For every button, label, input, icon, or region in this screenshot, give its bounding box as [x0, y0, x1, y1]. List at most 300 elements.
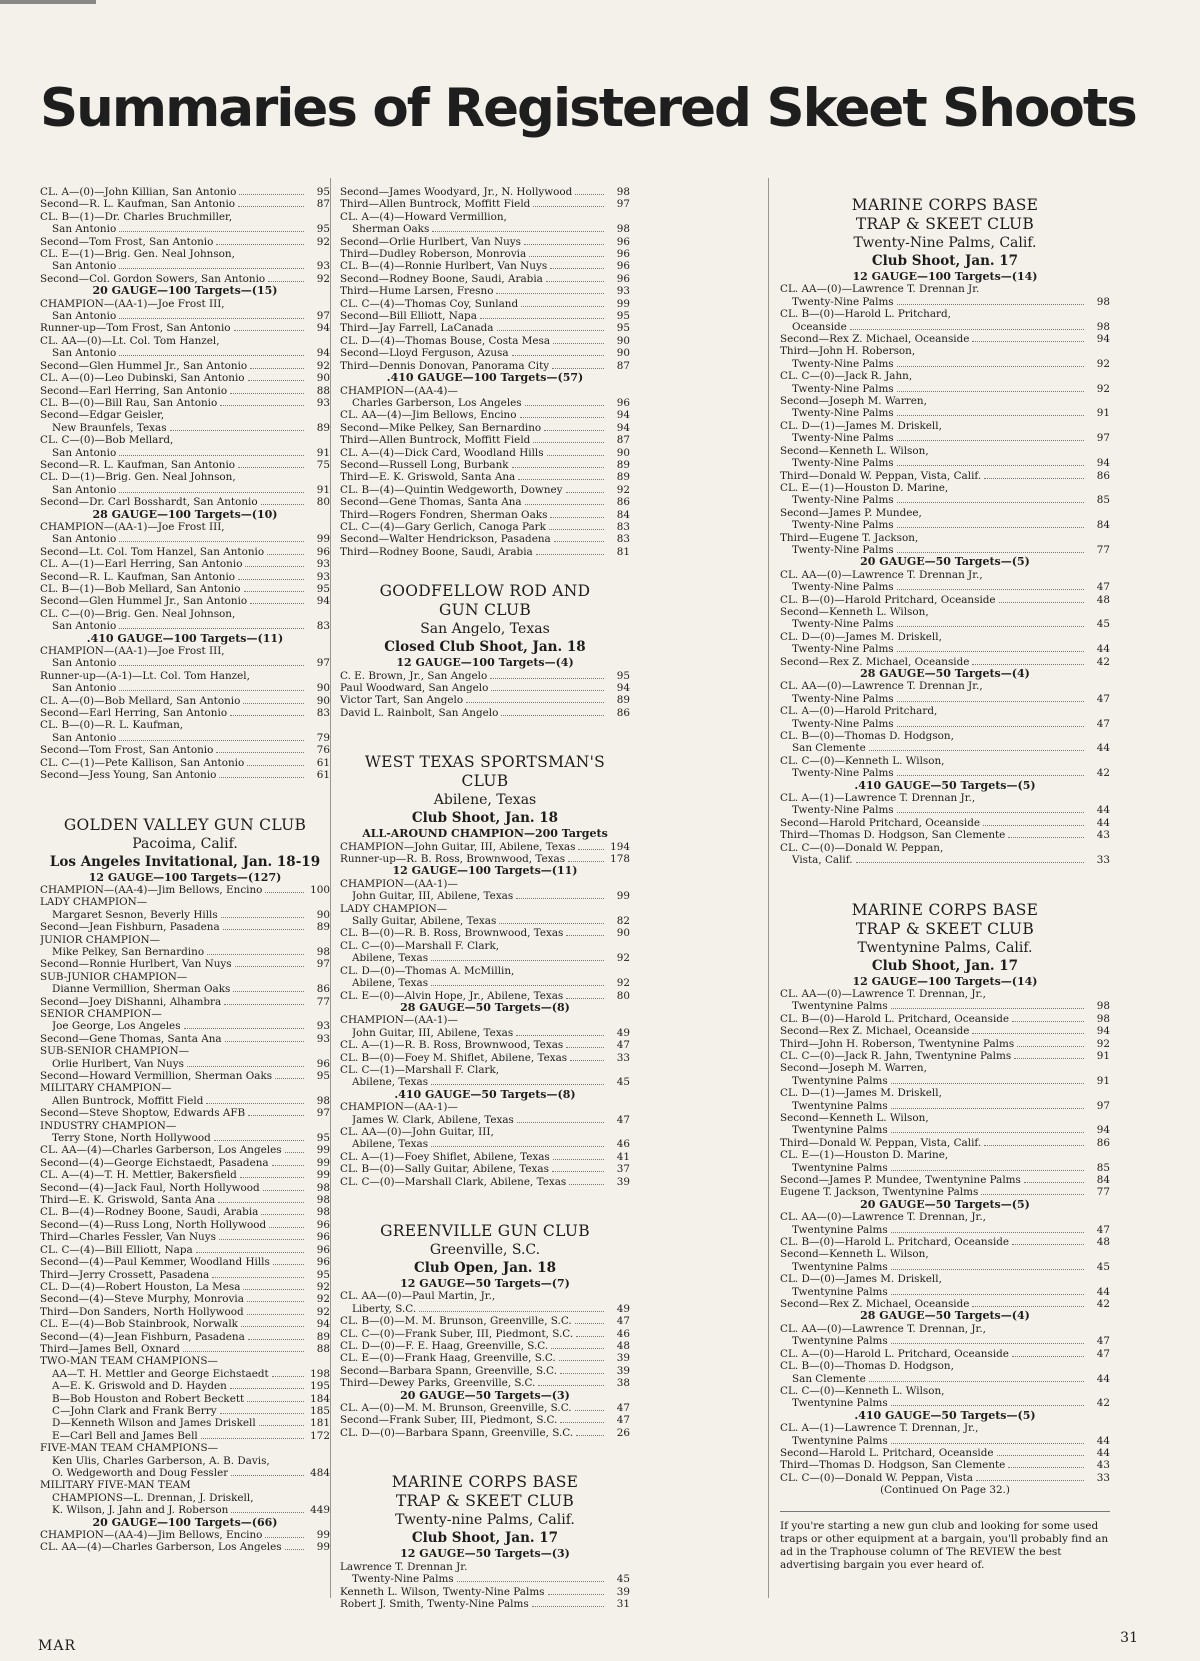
leader-dots [238, 579, 304, 580]
result-text: CL. D—(4)—Robert Houston, La Mesa [40, 1280, 241, 1293]
leader-dots [230, 393, 304, 394]
score: 46 [616, 1138, 630, 1151]
result-line [340, 434, 630, 446]
result-text: CL. B—(0)—Sally Guitar, Abilene, Texas [340, 1163, 549, 1176]
leader-dots [533, 442, 604, 443]
event-heading: 20 GAUGE—100 Targets—(66) [92, 1516, 278, 1529]
result-line [780, 470, 1110, 482]
result-text: A—E. K. Griswold and D. Hayden [52, 1380, 227, 1393]
score: 45 [616, 1076, 630, 1089]
result-text: Third—Allen Buntrock, Moffitt Field [340, 198, 531, 211]
score: 42 [1096, 655, 1110, 668]
score: 39 [616, 1352, 630, 1365]
result-text: CL. C—(0)—Frank Suber, III, Piedmont, S.C. [340, 1327, 574, 1340]
leader-dots [538, 1385, 604, 1386]
leader-dots [248, 380, 304, 381]
result-text: SUB-SENIOR CHAMPION— [40, 1045, 190, 1058]
result-line [340, 694, 630, 706]
result-line [340, 533, 630, 545]
result-text: Twentynine Palms [792, 1124, 888, 1137]
leader-dots [897, 304, 1084, 305]
result-text: Third—Jerry Crossett, Pasadena [40, 1268, 210, 1281]
result-line [340, 347, 630, 359]
result-text: Twenty-Nine Palms [792, 295, 894, 308]
result-line [340, 890, 630, 902]
result-text: CL. A—(0)—M. M. Brunson, Greenville, S.C. [340, 1402, 572, 1415]
result-text: CL. D—(0)—James M. Driskell, [780, 1273, 942, 1286]
result-line [40, 422, 330, 434]
score: 96 [316, 1256, 330, 1269]
result-line [780, 581, 1110, 593]
result-line [340, 186, 630, 198]
result-text: Kenneth L. Wilson, Twenty-Nine Palms [340, 1585, 545, 1598]
score: 89 [316, 1330, 330, 1343]
event-heading: .410 GAUGE—50 Targets—(8) [394, 1088, 576, 1101]
leader-dots [891, 1343, 1084, 1344]
result-line [340, 260, 630, 272]
score: 94 [616, 409, 630, 422]
club-heading: TRAP & SKEET CLUB [855, 919, 1035, 938]
leader-dots [548, 1594, 604, 1595]
result-text: Twenty-Nine Palms [792, 717, 894, 730]
leader-dots [499, 923, 604, 924]
score: 95 [316, 223, 330, 236]
result-line [340, 952, 630, 964]
result-text: Third—Thomas D. Hodgson, San Clemente [780, 829, 1006, 842]
result-line [40, 921, 330, 933]
score: 47 [1096, 692, 1110, 705]
result-text: CL. AA—(0)—Lawrence T. Drennan Jr., [780, 568, 983, 581]
result-text: SENIOR CHAMPION— [40, 1007, 162, 1020]
result-text: Twentynine Palms [792, 1285, 888, 1298]
result-text: Third—Thomas D. Hodgson, San Clemente [780, 1459, 1006, 1472]
leader-dots [273, 1264, 304, 1265]
result-text: Twentynine Palms [792, 1434, 888, 1447]
spacer [40, 782, 330, 806]
score: 86 [1096, 1136, 1110, 1149]
leader-dots [891, 1443, 1084, 1444]
score: 92 [616, 483, 630, 496]
result-line [340, 841, 630, 853]
score: 97 [316, 310, 330, 323]
result-line [340, 1151, 630, 1163]
result-text: CL. D—(0)—Thomas A. McMillin, [340, 964, 515, 977]
result-line [40, 322, 330, 334]
result-line [780, 1459, 1110, 1471]
score: 61 [316, 769, 330, 782]
result-line [40, 1033, 330, 1045]
result-line [780, 1124, 1110, 1136]
leader-dots [972, 341, 1084, 342]
leader-dots [544, 430, 604, 431]
score: 97 [316, 958, 330, 971]
result-text: CL. C—(4)—Bill Elliott, Napa [40, 1243, 193, 1256]
result-text: CHAMPION—(AA-1)—Joe Frost III, [40, 297, 225, 310]
leader-dots [119, 455, 304, 456]
result-text: Second—Kenneth L. Wilson, [780, 1248, 929, 1261]
result-line [40, 1318, 330, 1330]
leader-dots [575, 1410, 604, 1411]
result-text: Sally Guitar, Abilene, Texas [352, 915, 497, 928]
result-text: CL. D—(4)—Thomas Bouse, Costa Mesa [340, 334, 551, 347]
result-text: CL. C—(4)—Thomas Coy, Sunland [340, 297, 519, 310]
leader-dots [196, 1252, 304, 1253]
leader-dots [275, 1078, 304, 1079]
score: 95 [316, 186, 330, 198]
score: 45 [1096, 618, 1110, 631]
leader-dots [263, 1190, 304, 1191]
leader-dots [897, 701, 1084, 702]
result-line [340, 198, 630, 210]
leader-dots [891, 1008, 1084, 1009]
shoot-title: Club Shoot, Jan. 17 [871, 253, 1019, 269]
result-text: CL. D—(0)—James M. Driskell, [780, 630, 942, 643]
leader-dots [856, 862, 1084, 863]
score: 47 [616, 1315, 630, 1328]
result-text: CL. C—(0)—Kenneth L. Wilson, [780, 1384, 945, 1397]
leader-dots [1012, 1244, 1084, 1245]
result-text: Allen Buntrock, Moffitt Field [52, 1094, 204, 1107]
score: 90 [616, 334, 630, 347]
leader-dots [259, 1425, 304, 1426]
edge-mark [0, 0, 96, 4]
result-text: SUB-JUNIOR CHAMPION— [40, 970, 188, 983]
leader-dots [524, 244, 604, 245]
result-line [780, 544, 1110, 556]
result-line [340, 273, 630, 285]
result-line [340, 990, 630, 1002]
score: 98 [1096, 1012, 1110, 1025]
score: 89 [316, 421, 330, 434]
score: 98 [316, 1194, 330, 1207]
result-text: Second—Edgar Geisler, [40, 409, 165, 422]
leader-dots [234, 330, 304, 331]
result-text: CL. AA—(4)—Jim Bellows, Encino [340, 409, 517, 422]
result-text: Second—Earl Herring, San Antonio [40, 384, 228, 397]
result-text: Third—E. K. Griswold, Santa Ana [340, 471, 516, 484]
score: 44 [1096, 1285, 1110, 1298]
result-text: Ken Ulis, Charles Garberson, A. B. Davis, [52, 1454, 270, 1467]
result-text: Third—Rodney Boone, Saudi, Arabia [340, 545, 533, 558]
result-line [340, 298, 630, 310]
score: 44 [1096, 816, 1110, 829]
result-text: Abilene, Texas [352, 952, 429, 965]
club-heading: GOODFELLOW ROD AND [379, 582, 591, 601]
score: 93 [616, 285, 630, 298]
score: 47 [616, 1039, 630, 1052]
score: 95 [316, 1132, 330, 1145]
leader-dots [224, 1004, 304, 1005]
score: 61 [316, 756, 330, 769]
result-line [40, 1194, 330, 1206]
leader-dots [532, 1606, 604, 1607]
result-text: CL. A—(1)—Earl Herring, San Antonio [40, 558, 243, 571]
result-line [780, 358, 1110, 370]
result-text: Second—(4)—Paul Kemmer, Woodland Hills [40, 1256, 270, 1269]
leader-dots [512, 467, 604, 468]
leader-dots [490, 678, 604, 679]
result-line [40, 1169, 330, 1181]
leader-dots [983, 825, 1084, 826]
score: 94 [316, 322, 330, 335]
score: 99 [616, 890, 630, 903]
shoot-title: Club Shoot, Jan. 18 [411, 810, 559, 827]
result-text: John Guitar, III, Abilene, Texas [352, 890, 514, 903]
leader-dots [225, 1041, 304, 1042]
result-line [40, 186, 330, 198]
leader-dots [119, 628, 304, 629]
leader-dots [248, 1115, 304, 1116]
result-line [40, 1343, 330, 1355]
result-text: Second—Tom Frost, San Antonio [40, 744, 214, 757]
leader-dots [247, 1401, 304, 1402]
score: 92 [1096, 1037, 1110, 1050]
event-heading: 12 GAUGE—100 Targets—(14) [852, 271, 1038, 283]
leader-dots [552, 1171, 604, 1172]
result-line [780, 643, 1110, 655]
score: 42 [1096, 767, 1110, 780]
result-text: CHAMPION—John Guitar, III, Abilene, Texas [340, 840, 576, 853]
leader-dots [533, 206, 604, 207]
result-text: CL. D—(1)—James M. Driskell, [780, 419, 942, 432]
leader-dots [984, 1145, 1084, 1146]
score: 172 [310, 1429, 330, 1442]
result-text: CL. E—(0)—Frank Haag, Greenville, S.C. [340, 1352, 556, 1365]
score: 44 [1096, 1372, 1110, 1385]
score: 97 [316, 1107, 330, 1120]
leader-dots [265, 892, 304, 893]
result-line [40, 372, 330, 384]
result-line [340, 509, 630, 521]
result-text: CL. B—(4)—Quintin Wedgeworth, Downey [340, 483, 563, 496]
score: 94 [316, 1318, 330, 1331]
continued-note: (Continued On Page 32.) [880, 1484, 1010, 1497]
leader-dots [218, 1202, 304, 1203]
leader-dots [529, 256, 604, 257]
result-line [340, 977, 630, 989]
score: 100 [310, 883, 330, 896]
score: 80 [316, 496, 330, 509]
leader-dots [119, 690, 304, 691]
score: 89 [616, 694, 630, 707]
leader-dots [891, 1108, 1084, 1109]
result-line [40, 273, 330, 285]
result-text: LADY CHAMPION— [40, 896, 148, 909]
result-text: San Antonio [52, 260, 117, 273]
leader-dots [897, 775, 1084, 776]
score: 98 [1096, 1000, 1110, 1013]
score: 89 [316, 921, 330, 934]
result-line [340, 1027, 630, 1039]
score: 97 [1096, 1099, 1110, 1112]
result-text: Liberty, S.C. [352, 1302, 417, 1315]
result-line [40, 1107, 330, 1119]
result-line [780, 432, 1110, 444]
leader-dots [247, 1301, 304, 1302]
score: 94 [316, 347, 330, 360]
club-location: San Angelo, Texas [420, 621, 550, 638]
result-text: Third—Hume Larsen, Fresno [340, 285, 494, 298]
result-line [340, 707, 630, 719]
club-heading: MARINE CORPS BASE [391, 1473, 579, 1492]
result-text: CL. AA—(0)—Paul Martin, Jr., [340, 1290, 496, 1303]
event-heading: 12 GAUGE—100 Targets—(4) [396, 657, 574, 670]
leader-dots [525, 504, 604, 505]
result-text: CL. C—(0)—Bob Mellard, [40, 434, 174, 447]
score: 94 [316, 595, 330, 608]
result-line [40, 1393, 330, 1405]
result-line [780, 296, 1110, 308]
result-line [40, 1467, 330, 1479]
score: 92 [316, 272, 330, 285]
result-text: Second—R. L. Kaufman, San Antonio [40, 458, 236, 471]
score: 194 [610, 840, 630, 853]
result-line [40, 732, 330, 744]
result-line [40, 385, 330, 397]
score: 92 [316, 235, 330, 248]
score: 33 [616, 1051, 630, 1064]
result-text: Second—Lloyd Ferguson, Azusa [340, 347, 509, 360]
score: 94 [1096, 1025, 1110, 1038]
leader-dots [230, 715, 304, 716]
score: 96 [316, 545, 330, 558]
leader-dots [520, 417, 605, 418]
leader-dots [891, 1132, 1084, 1133]
leader-dots [869, 750, 1084, 751]
leader-dots [243, 703, 304, 704]
score: 41 [616, 1150, 630, 1163]
result-text: CHAMPION—(AA-1)— [340, 1014, 458, 1027]
leader-dots [250, 368, 304, 369]
result-text: CL. C—(0)—Marshall F. Clark, [340, 939, 500, 952]
spacer [340, 1188, 630, 1212]
result-line [40, 347, 330, 359]
score: 87 [316, 198, 330, 211]
score: 44 [1096, 742, 1110, 755]
result-line [40, 558, 330, 570]
result-text: Second—(4)—Jack Faul, North Hollywood [40, 1181, 260, 1194]
score: 99 [316, 533, 330, 546]
result-text: CL. B—(0)—R. B. Ross, Brownwood, Texas [340, 927, 564, 940]
result-line [780, 519, 1110, 531]
result-line [340, 1365, 630, 1377]
score: 93 [316, 570, 330, 583]
score: 33 [1096, 1471, 1110, 1484]
shoot-title: Club Open, Jan. 18 [414, 1260, 556, 1276]
result-line [780, 817, 1110, 829]
result-text: Third—John H. Roberson, Twentynine Palms [780, 1037, 1015, 1050]
column-3 [780, 186, 1110, 1572]
result-text: CL. E—(4)—Bob Stainbrook, Norwalk [40, 1318, 238, 1331]
result-text: C. E. Brown, Jr., San Angelo [340, 669, 488, 682]
result-text: Second—Gene Thomas, Santa Ana [340, 496, 522, 509]
score: 47 [1096, 1347, 1110, 1360]
result-line [780, 1075, 1110, 1087]
score: 39 [616, 1364, 630, 1377]
result-text: Second—Joey DiShanni, Alhambra [40, 995, 222, 1008]
result-line [340, 459, 630, 471]
score: 90 [616, 927, 630, 940]
leader-dots [525, 405, 604, 406]
result-text: Second—(4)—Jean Fishburn, Pasadena [40, 1330, 245, 1343]
result-text: San Antonio [52, 223, 117, 236]
score: 44 [1096, 1446, 1110, 1459]
leader-dots [553, 1159, 604, 1160]
result-text: San Clemente [792, 1372, 866, 1385]
result-text: CL. A—(0)—Harold L. Pritchard, Oceanside [780, 1347, 1009, 1360]
event-heading: 28 GAUGE—50 Targets—(4) [860, 1310, 1030, 1323]
leader-dots [231, 1475, 304, 1476]
result-line [780, 1286, 1110, 1298]
result-line [40, 1182, 330, 1194]
result-line [40, 695, 330, 707]
club-location: Twenty-Nine Palms, Calif. [853, 235, 1037, 251]
leader-dots [265, 1537, 304, 1538]
leader-dots [238, 467, 304, 468]
score: 96 [616, 248, 630, 261]
result-line [780, 1025, 1110, 1037]
score: 43 [1096, 1459, 1110, 1472]
result-text: CL. C—(0)—Brig. Gen. Neal Johnson, [40, 607, 236, 620]
result-line [340, 496, 630, 508]
score: 95 [616, 322, 630, 335]
footnote: If you're starting a new gun club and looking for some used traps or other equipment at a bargain, you'll probably find an ad in the Traphouse column of The REVIEW the best advertising bargain you ever heard of. [780, 1511, 1110, 1572]
result-line [340, 360, 630, 372]
score: 96 [616, 260, 630, 273]
event-heading: 20 GAUGE—50 Targets—(3) [400, 1389, 570, 1402]
leader-dots [231, 1512, 304, 1513]
leader-dots [897, 812, 1084, 813]
score: 86 [616, 706, 630, 719]
result-text: Second—(4)—George Eichstaedt, Pasadena [40, 1156, 269, 1169]
club-heading: GUN CLUB [438, 601, 532, 620]
leader-dots [518, 479, 604, 480]
score: 83 [616, 520, 630, 533]
score: 77 [316, 995, 330, 1008]
score: 92 [316, 1305, 330, 1318]
leader-dots [1012, 1021, 1084, 1022]
result-line [340, 447, 630, 459]
result-text: Victor Tart, San Angelo [340, 694, 464, 707]
result-line [40, 1417, 330, 1429]
result-text: Twentynine Palms [792, 1000, 888, 1013]
leader-dots [119, 231, 304, 232]
score: 85 [1096, 1161, 1110, 1174]
result-line [780, 767, 1110, 779]
score: 94 [1096, 1124, 1110, 1137]
club-heading: GOLDEN VALLEY GUN CLUB [63, 815, 307, 834]
leader-dots [560, 1373, 604, 1374]
result-text: San Antonio [52, 731, 117, 744]
result-line [340, 1052, 630, 1064]
result-text: Twenty-Nine Palms [792, 494, 894, 507]
result-line [780, 383, 1110, 395]
shoot-title: Closed Club Shoot, Jan. 18 [384, 639, 586, 656]
score: 91 [316, 446, 330, 459]
result-text: Third—E. K. Griswold, Santa Ana [40, 1194, 216, 1207]
club-heading: MARINE CORPS BASE [851, 900, 1039, 919]
result-line [40, 958, 330, 970]
result-text: Twenty-Nine Palms [792, 804, 894, 817]
result-line [40, 310, 330, 322]
score: 90 [316, 908, 330, 921]
result-text: CL. E—(1)—Brig. Gen. Neal Johnson, [40, 248, 235, 261]
result-line [340, 927, 630, 939]
result-text: CL. A—(1)—R. B. Ross, Brownwood, Texas [340, 1039, 564, 1052]
score: 26 [616, 1426, 630, 1439]
score: 449 [310, 1504, 330, 1517]
leader-dots [897, 626, 1084, 627]
